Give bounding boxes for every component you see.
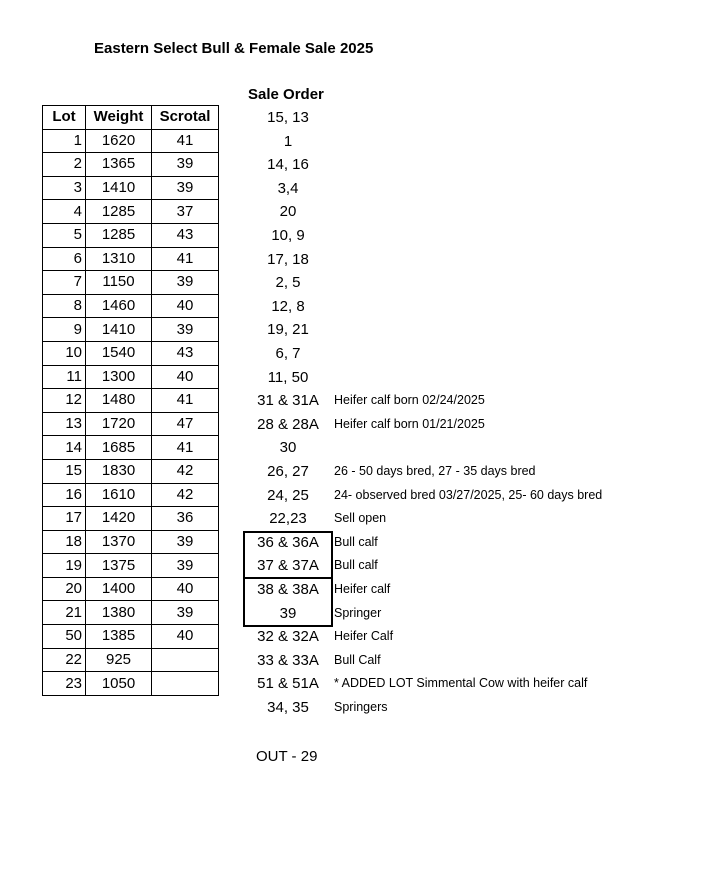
sale-order-item bbox=[243, 460, 703, 484]
table-row bbox=[43, 271, 219, 295]
sale-order-lots: 15, 13 bbox=[267, 109, 309, 126]
table-row bbox=[43, 294, 219, 318]
scrotal-cell: 40 bbox=[152, 625, 219, 649]
scrotal-cell: 39 bbox=[152, 530, 219, 554]
weight-cell: 1610 bbox=[86, 483, 152, 507]
table-row bbox=[43, 153, 219, 177]
table-row bbox=[43, 129, 219, 153]
sale-order-item bbox=[243, 436, 703, 460]
table-row bbox=[43, 318, 219, 342]
sale-order-item bbox=[243, 248, 703, 272]
weight-cell: 1310 bbox=[86, 247, 152, 271]
lot-cell: 1 bbox=[43, 129, 86, 153]
sale-order-lots: 14, 16 bbox=[267, 156, 309, 174]
sale-order-item bbox=[243, 153, 703, 177]
sale-order-lots: 37 & 37A bbox=[257, 557, 319, 575]
scrotal-cell: 42 bbox=[152, 483, 219, 507]
weight-cell: 1285 bbox=[86, 223, 152, 247]
scrotal-cell: 37 bbox=[152, 200, 219, 224]
scrotal-cell: 41 bbox=[152, 436, 219, 460]
lot-table bbox=[42, 105, 219, 696]
sale-order-lots: 11, 50 bbox=[267, 368, 309, 386]
lot-cell: 6 bbox=[43, 247, 86, 271]
lot-cell: 16 bbox=[43, 483, 86, 507]
weight-cell: 1375 bbox=[86, 554, 152, 578]
sale-order-item bbox=[243, 342, 703, 366]
sale-order-lots: 38 & 38A bbox=[257, 581, 319, 598]
table-row bbox=[43, 200, 219, 224]
weight-cell: 1380 bbox=[86, 601, 152, 625]
lot-cell: 21 bbox=[43, 601, 86, 625]
sale-order-lots: 26, 27 bbox=[267, 463, 309, 480]
scrotal-cell: 36 bbox=[152, 507, 219, 531]
sale-order-lots: 30 bbox=[279, 439, 297, 457]
lot-cell: 5 bbox=[43, 223, 86, 247]
table-row bbox=[43, 672, 219, 696]
sale-order-note: * ADDED LOT Simmental Cow with heifer calf bbox=[334, 676, 588, 691]
weight-cell: 1410 bbox=[86, 318, 152, 342]
weight-cell: 1300 bbox=[86, 365, 152, 389]
table-row bbox=[43, 554, 219, 578]
scrotal-cell: 43 bbox=[152, 341, 219, 365]
scrotal-cell: 39 bbox=[152, 554, 219, 578]
sale-order-item bbox=[243, 672, 703, 696]
highlight-box-heifer-springer bbox=[243, 577, 333, 627]
sale-order-item bbox=[243, 177, 703, 201]
table-row bbox=[43, 483, 219, 507]
scrotal-cell: 47 bbox=[152, 412, 219, 436]
weight-cell: 1370 bbox=[86, 530, 152, 554]
sale-order-item bbox=[243, 318, 703, 342]
weight-cell: 1365 bbox=[86, 153, 152, 177]
scrotal-cell: 40 bbox=[152, 365, 219, 389]
lot-cell: 10 bbox=[43, 341, 86, 365]
sale-order-item bbox=[243, 224, 703, 248]
lot-cell: 20 bbox=[43, 577, 86, 601]
lot-cell: 19 bbox=[43, 554, 86, 578]
sale-order-item bbox=[243, 484, 703, 508]
scrotal-cell: 39 bbox=[152, 153, 219, 177]
weight-cell: 1285 bbox=[86, 200, 152, 224]
lot-cell: 4 bbox=[43, 200, 86, 224]
lot-cell: 3 bbox=[43, 176, 86, 200]
sale-order-lots: 24, 25 bbox=[267, 486, 309, 504]
scrotal-cell: 42 bbox=[152, 459, 219, 483]
scrotal-cell: 39 bbox=[152, 271, 219, 295]
sale-order-note: Heifer calf born 01/21/2025 bbox=[334, 416, 485, 431]
scrotal-cell: 39 bbox=[152, 601, 219, 625]
table-row bbox=[43, 459, 219, 483]
sale-order-item bbox=[243, 649, 703, 673]
table-row bbox=[43, 530, 219, 554]
weight-cell: 1420 bbox=[86, 507, 152, 531]
scrotal-cell bbox=[152, 672, 219, 696]
lot-cell: 50 bbox=[43, 625, 86, 649]
sale-order-item bbox=[243, 106, 703, 130]
scrotal-cell: 41 bbox=[152, 129, 219, 153]
sale-order-lots: 39 bbox=[279, 604, 297, 622]
lot-cell: 23 bbox=[43, 672, 86, 696]
table-row bbox=[43, 389, 219, 413]
table-row bbox=[43, 412, 219, 436]
sale-order-lots: 17, 18 bbox=[267, 250, 309, 268]
sale-order-note: Bull calf bbox=[334, 558, 378, 573]
scrotal-cell: 40 bbox=[152, 577, 219, 601]
weight-cell: 1540 bbox=[86, 341, 152, 365]
sale-order-item bbox=[243, 366, 703, 390]
weight-cell: 1410 bbox=[86, 176, 152, 200]
lot-cell: 17 bbox=[43, 507, 86, 531]
weight-cell: 925 bbox=[86, 648, 152, 672]
scrotal-cell: 41 bbox=[152, 247, 219, 271]
lot-cell: 13 bbox=[43, 412, 86, 436]
table-row bbox=[43, 601, 219, 625]
weight-cell: 1620 bbox=[86, 129, 152, 153]
lot-cell: 9 bbox=[43, 318, 86, 342]
table-header-row bbox=[43, 106, 219, 130]
sale-order-lots: 3,4 bbox=[277, 179, 299, 197]
weight-cell: 1480 bbox=[86, 389, 152, 413]
sale-order-note: Heifer calf bbox=[334, 582, 391, 596]
sale-order-header: Sale Order bbox=[248, 86, 324, 103]
lot-cell: 7 bbox=[43, 271, 86, 295]
table-row bbox=[43, 625, 219, 649]
weight-cell: 1385 bbox=[86, 625, 152, 649]
lot-cell: 18 bbox=[43, 530, 86, 554]
sale-order-item bbox=[243, 200, 703, 224]
sale-order-item bbox=[243, 389, 703, 413]
sale-order-item bbox=[243, 696, 703, 720]
sale-order-lots: 10, 9 bbox=[271, 227, 305, 244]
scrotal-cell: 39 bbox=[152, 176, 219, 200]
table-row bbox=[43, 365, 219, 389]
table-row bbox=[43, 176, 219, 200]
scrotal-cell: 41 bbox=[152, 389, 219, 413]
table-row bbox=[43, 436, 219, 460]
lot-cell: 14 bbox=[43, 436, 86, 460]
sale-order-item bbox=[243, 507, 703, 531]
sale-order-lots: 19, 21 bbox=[267, 321, 309, 339]
sale-order-item bbox=[243, 625, 703, 649]
sale-order-lots: 31 & 31A bbox=[257, 392, 319, 410]
weight-cell: 1150 bbox=[86, 271, 152, 295]
weight-cell: 1050 bbox=[86, 672, 152, 696]
sale-order-item bbox=[243, 413, 703, 437]
header-weight: Weight bbox=[86, 106, 152, 130]
sale-order-lots: 51 & 51A bbox=[257, 675, 319, 693]
sale-order-note: Springer bbox=[334, 605, 382, 620]
sale-order-item bbox=[243, 271, 703, 295]
lot-cell: 11 bbox=[43, 365, 86, 389]
header-scrotal: Scrotal bbox=[152, 106, 219, 130]
sale-order-lots: 6, 7 bbox=[275, 345, 301, 362]
out-note: OUT - 29 bbox=[256, 748, 318, 765]
sale-order-lots: 22,23 bbox=[269, 510, 307, 528]
sale-order-lots: 28 & 28A bbox=[257, 415, 319, 433]
highlight-box-bull-calves bbox=[243, 531, 333, 579]
scrotal-cell: 43 bbox=[152, 223, 219, 247]
sale-order-lots: 12, 8 bbox=[271, 297, 305, 315]
table-row bbox=[43, 507, 219, 531]
sale-order-lots: 33 & 33A bbox=[257, 651, 319, 669]
sale-order-lots: 2, 5 bbox=[275, 274, 301, 292]
table-row bbox=[43, 341, 219, 365]
lot-cell: 12 bbox=[43, 389, 86, 413]
sale-order-item bbox=[243, 130, 703, 154]
weight-cell: 1830 bbox=[86, 459, 152, 483]
sale-order-note: Springers bbox=[334, 700, 388, 714]
table-row bbox=[43, 648, 219, 672]
sale-order-lots: 34, 35 bbox=[267, 699, 309, 716]
sale-order-note: Heifer Calf bbox=[334, 629, 394, 644]
header-lot: Lot bbox=[43, 106, 86, 130]
weight-cell: 1720 bbox=[86, 412, 152, 436]
lot-cell: 15 bbox=[43, 459, 86, 483]
scrotal-cell: 39 bbox=[152, 318, 219, 342]
sale-order-note: 26 - 50 days bred, 27 - 35 days bred bbox=[334, 464, 536, 478]
weight-cell: 1400 bbox=[86, 577, 152, 601]
sale-order-item bbox=[243, 295, 703, 319]
sale-order-note: Bull calf bbox=[334, 534, 378, 549]
sale-order-note: Heifer calf born 02/24/2025 bbox=[334, 393, 485, 408]
lot-cell: 22 bbox=[43, 648, 86, 672]
sale-order-lots: 36 & 36A bbox=[257, 533, 319, 551]
sale-order-note: Sell open bbox=[334, 511, 387, 526]
sale-order-note: 24- observed bred 03/27/2025, 25- 60 days bred bbox=[334, 487, 603, 502]
sale-order-lots: 20 bbox=[279, 203, 297, 221]
sale-order-lots: 32 & 32A bbox=[257, 628, 319, 646]
lot-cell: 8 bbox=[43, 294, 86, 318]
table-row bbox=[43, 247, 219, 271]
table-row bbox=[43, 577, 219, 601]
table-row bbox=[43, 223, 219, 247]
page-title: Eastern Select Bull & Female Sale 2025 bbox=[94, 40, 374, 57]
weight-cell: 1685 bbox=[86, 436, 152, 460]
sale-order-lots: 1 bbox=[283, 132, 293, 150]
scrotal-cell: 40 bbox=[152, 294, 219, 318]
lot-cell: 2 bbox=[43, 153, 86, 177]
sale-order-note: Bull Calf bbox=[334, 652, 381, 667]
weight-cell: 1460 bbox=[86, 294, 152, 318]
scrotal-cell bbox=[152, 648, 219, 672]
